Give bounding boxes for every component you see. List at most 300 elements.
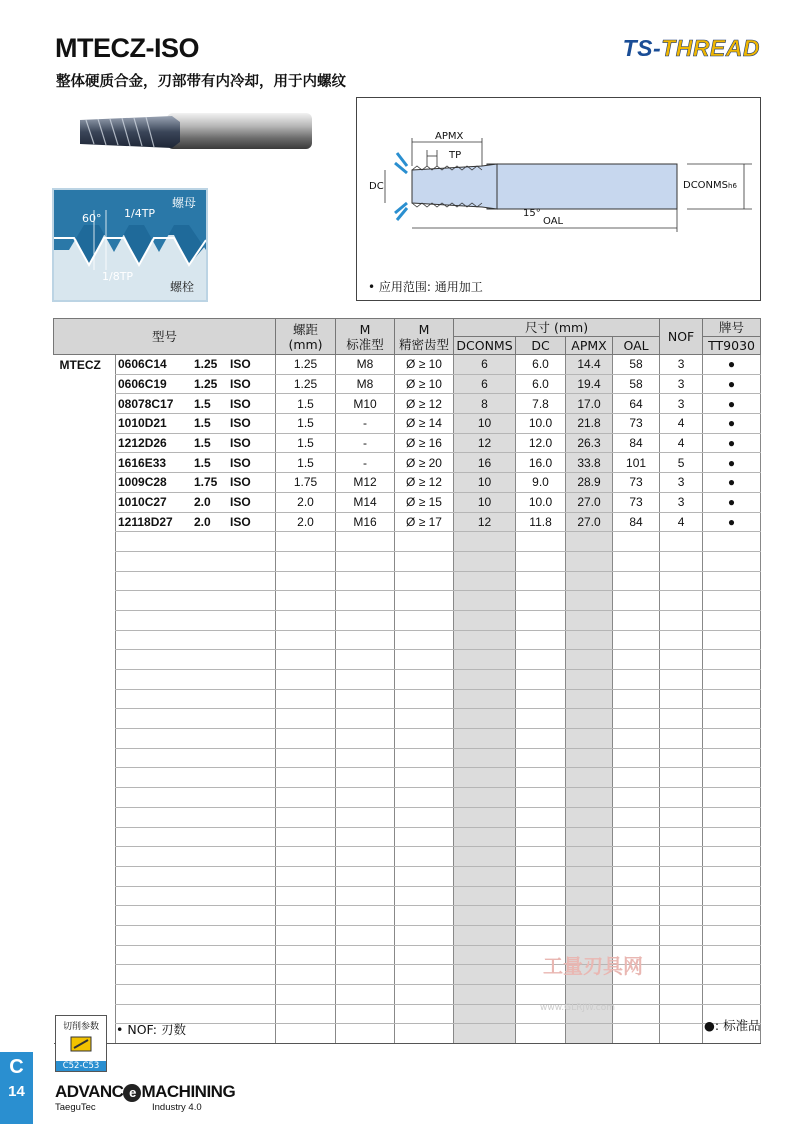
tool-icon: [69, 1035, 93, 1053]
row-model: [116, 492, 276, 512]
cell-apmx: 17.0: [566, 394, 613, 414]
cell-apmx: 14.4: [566, 355, 613, 375]
row-model: [116, 807, 276, 827]
cell-apmx: 28.9: [566, 473, 613, 493]
cell-m-fine: Ø ≥ 12: [395, 473, 454, 493]
cell-dconms: [454, 630, 516, 650]
row-prefix: [54, 847, 116, 867]
cell-dc: [516, 748, 566, 768]
table-row: [54, 453, 761, 473]
cell-apmx: [566, 591, 613, 611]
cell-dc: 9.0: [516, 473, 566, 493]
header-grade-sub: TT9030: [703, 337, 761, 355]
cell-nof: [660, 630, 703, 650]
cell-oal: [613, 729, 660, 749]
cell-pitch: [276, 985, 336, 1005]
cell-dc: [516, 670, 566, 690]
cell-pitch: [276, 768, 336, 788]
cell-pitch: 1.75: [276, 473, 336, 493]
cell-grade: [703, 689, 761, 709]
row-prefix: [54, 689, 116, 709]
section-tab: [0, 1052, 33, 1124]
cell-m-standard: M8: [336, 374, 395, 394]
cell-pitch: [276, 551, 336, 571]
table-row: [54, 906, 761, 926]
row-prefix: [54, 945, 116, 965]
cell-nof: [660, 689, 703, 709]
header-m1: M: [359, 321, 371, 337]
cell-m-fine: [395, 551, 454, 571]
row-prefix: [54, 906, 116, 926]
cell-dc: [516, 532, 566, 552]
cell-apmx: [566, 788, 613, 808]
model-iso: ISO: [230, 495, 251, 510]
cell-dconms: [454, 748, 516, 768]
model-pitch-b: 1.5: [194, 416, 211, 431]
table-row: [54, 650, 761, 670]
row-prefix: [54, 374, 116, 394]
cell-m-fine: Ø ≥ 17: [395, 512, 454, 532]
table-row: [54, 670, 761, 690]
application-note: • 应用范围: 通用加工: [368, 280, 483, 294]
cell-grade: [703, 729, 761, 749]
cell-pitch: [276, 571, 336, 591]
thread-profile-diagram: [52, 188, 208, 302]
table-row: [54, 532, 761, 552]
brand-thread: THREAD: [661, 35, 760, 61]
oal-label: OAL: [543, 216, 564, 227]
cell-pitch: [276, 807, 336, 827]
row-prefix: [54, 866, 116, 886]
cutting-params-link[interactable]: [55, 1015, 107, 1072]
cell-oal: [613, 827, 660, 847]
cell-dconms: [454, 886, 516, 906]
cell-nof: [660, 571, 703, 591]
cell-m-fine: [395, 610, 454, 630]
row-prefix: [54, 650, 116, 670]
row-model: [116, 689, 276, 709]
cell-m-fine: Ø ≥ 10: [395, 355, 454, 375]
cell-m-fine: [395, 965, 454, 985]
row-model: [116, 925, 276, 945]
cell-oal: [613, 886, 660, 906]
cell-dconms: 12: [454, 433, 516, 453]
cell-pitch: [276, 689, 336, 709]
cell-dc: [516, 650, 566, 670]
nut-label: 螺母: [172, 196, 197, 210]
row-prefix: [54, 414, 116, 434]
cell-m-fine: [395, 689, 454, 709]
cell-apmx: 27.0: [566, 512, 613, 532]
cell-pitch: [276, 709, 336, 729]
cell-m-fine: [395, 768, 454, 788]
row-model: [116, 886, 276, 906]
row-model: [116, 866, 276, 886]
cell-dconms: [454, 985, 516, 1005]
cell-m-standard: [336, 906, 395, 926]
cell-dc: 6.0: [516, 374, 566, 394]
cell-apmx: 27.0: [566, 492, 613, 512]
cell-grade: ●: [703, 512, 761, 532]
cell-dc: [516, 866, 566, 886]
cell-oal: [613, 551, 660, 571]
model-pitch-b: 1.75: [194, 475, 218, 490]
cell-apmx: 19.4: [566, 374, 613, 394]
cell-m-standard: -: [336, 433, 395, 453]
cell-nof: 5: [660, 453, 703, 473]
cell-dc: [516, 886, 566, 906]
cell-apmx: [566, 807, 613, 827]
cell-pitch: 1.5: [276, 433, 336, 453]
cell-dconms: [454, 768, 516, 788]
cell-dconms: 6: [454, 374, 516, 394]
cell-apmx: [566, 709, 613, 729]
cell-oal: 84: [613, 433, 660, 453]
header-dimensions: 尺寸 (mm): [454, 319, 660, 337]
cell-oal: [613, 591, 660, 611]
row-prefix: [54, 768, 116, 788]
row-prefix: [54, 985, 116, 1005]
table-body: [54, 355, 761, 1044]
cell-dc: 16.0: [516, 453, 566, 473]
cell-apmx: 26.3: [566, 433, 613, 453]
cell-m-standard: M8: [336, 355, 395, 375]
cell-grade: [703, 630, 761, 650]
cell-apmx: 21.8: [566, 414, 613, 434]
cell-grade: [703, 551, 761, 571]
header-m2: M: [418, 321, 430, 337]
cell-m-standard: [336, 985, 395, 1005]
cell-pitch: 1.5: [276, 453, 336, 473]
row-model: [116, 945, 276, 965]
cell-oal: [613, 1024, 660, 1044]
cell-grade: ●: [703, 492, 761, 512]
cell-dconms: [454, 965, 516, 985]
cell-m-standard: [336, 532, 395, 552]
cell-m-standard: [336, 866, 395, 886]
cell-pitch: [276, 1004, 336, 1024]
model-model: 1009C28: [118, 475, 167, 490]
cell-m-fine: [395, 670, 454, 690]
table-row: [54, 571, 761, 591]
header-m-fine: [395, 319, 454, 355]
cell-m-fine: [395, 788, 454, 808]
cell-grade: ●: [703, 473, 761, 493]
header-oal: OAL: [613, 337, 660, 355]
model-model: 0606C19: [118, 377, 167, 392]
model-pitch-b: 1.5: [194, 436, 211, 451]
cell-m-standard: [336, 650, 395, 670]
row-prefix: [54, 453, 116, 473]
cell-pitch: [276, 532, 336, 552]
table-row: [54, 866, 761, 886]
cell-m-standard: [336, 886, 395, 906]
row-prefix: [54, 571, 116, 591]
cell-nof: [660, 748, 703, 768]
cell-dconms: 10: [454, 473, 516, 493]
cell-dconms: [454, 847, 516, 867]
row-prefix: [54, 591, 116, 611]
cell-pitch: [276, 610, 336, 630]
cell-m-standard: [336, 1004, 395, 1024]
cell-nof: 3: [660, 492, 703, 512]
row-model: [116, 670, 276, 690]
row-model: [116, 748, 276, 768]
row-model: [116, 985, 276, 1005]
cell-m-fine: [395, 985, 454, 1005]
table-row: [54, 748, 761, 768]
cell-pitch: [276, 729, 336, 749]
cell-m-fine: [395, 827, 454, 847]
cell-pitch: 2.0: [276, 512, 336, 532]
table-row: [54, 807, 761, 827]
cell-dconms: 10: [454, 492, 516, 512]
cell-grade: [703, 532, 761, 552]
page-title: MTECZ-ISO: [55, 33, 199, 63]
cell-pitch: [276, 748, 336, 768]
cell-pitch: [276, 591, 336, 611]
cell-m-standard: [336, 788, 395, 808]
row-prefix: [54, 394, 116, 414]
cell-dc: [516, 925, 566, 945]
table-row: [54, 729, 761, 749]
cell-grade: ●: [703, 355, 761, 375]
header-grade: 牌号: [703, 319, 761, 337]
cell-grade: ●: [703, 433, 761, 453]
cell-dconms: [454, 532, 516, 552]
model-model: 1616E33: [118, 455, 167, 470]
row-prefix: [54, 532, 116, 552]
cell-dc: 10.0: [516, 414, 566, 434]
table-row: [54, 689, 761, 709]
model-pitch-b: 1.5: [194, 455, 211, 470]
cell-m-standard: [336, 807, 395, 827]
cell-m-standard: M10: [336, 394, 395, 414]
model-model: 08078C17: [118, 396, 174, 411]
cell-m-fine: [395, 532, 454, 552]
tp-label: TP: [449, 150, 462, 161]
cell-m-fine: [395, 866, 454, 886]
cell-nof: 3: [660, 355, 703, 375]
cell-nof: [660, 985, 703, 1005]
cell-nof: 4: [660, 512, 703, 532]
cell-dconms: [454, 788, 516, 808]
cell-m-standard: [336, 925, 395, 945]
cell-m-fine: [395, 1024, 454, 1044]
table-row: [54, 945, 761, 965]
table-row: [54, 492, 761, 512]
model-iso: ISO: [230, 436, 251, 451]
section-letter: C: [9, 1056, 24, 1078]
cell-m-standard: [336, 551, 395, 571]
tp-top-label: 1/4TP: [124, 207, 156, 220]
row-model: [116, 847, 276, 867]
cell-m-fine: Ø ≥ 20: [395, 453, 454, 473]
cell-dconms: [454, 689, 516, 709]
cell-oal: [613, 866, 660, 886]
cell-oal: 73: [613, 414, 660, 434]
cell-m-standard: -: [336, 414, 395, 434]
cell-m-fine: [395, 925, 454, 945]
cell-m-fine: Ø ≥ 15: [395, 492, 454, 512]
cell-apmx: [566, 1024, 613, 1044]
cell-dc: [516, 847, 566, 867]
cell-m-fine: Ø ≥ 16: [395, 433, 454, 453]
cell-oal: [613, 532, 660, 552]
cell-dc: [516, 689, 566, 709]
model-iso: ISO: [230, 416, 251, 431]
row-model: [116, 827, 276, 847]
cell-apmx: [566, 689, 613, 709]
cell-grade: [703, 650, 761, 670]
header-pitch-unit: (mm): [288, 336, 323, 352]
table-row: [54, 965, 761, 985]
header-model: 型号: [54, 319, 276, 355]
row-prefix: [54, 630, 116, 650]
cell-nof: 3: [660, 394, 703, 414]
row-prefix: [54, 492, 116, 512]
cell-grade: [703, 709, 761, 729]
table-row: [54, 630, 761, 650]
cell-oal: 84: [613, 512, 660, 532]
row-model: [116, 965, 276, 985]
cell-nof: [660, 866, 703, 886]
cell-grade: [703, 788, 761, 808]
row-prefix: MTECZ: [59, 357, 101, 372]
cell-apmx: [566, 866, 613, 886]
header-pitch-text: 螺距: [293, 321, 319, 337]
header-nof: NOF: [660, 319, 703, 355]
cell-m-standard: [336, 689, 395, 709]
cell-m-fine: [395, 945, 454, 965]
row-model: [116, 906, 276, 926]
table-row: [54, 886, 761, 906]
cell-dconms: [454, 729, 516, 749]
cell-dc: [516, 827, 566, 847]
cell-apmx: [566, 827, 613, 847]
industry-label: Industry 4.0: [152, 1102, 202, 1113]
table-row: [54, 768, 761, 788]
cell-oal: [613, 709, 660, 729]
cell-grade: [703, 985, 761, 1005]
cell-dconms: 10: [454, 414, 516, 434]
row-model: [116, 453, 276, 473]
table-row: [54, 433, 761, 453]
cell-m-standard: [336, 571, 395, 591]
cell-grade: [703, 827, 761, 847]
cell-dconms: 16: [454, 453, 516, 473]
tp-bottom-label: 1/8TP: [102, 270, 134, 283]
cell-pitch: [276, 827, 336, 847]
cell-m-standard: [336, 768, 395, 788]
cell-nof: [660, 1004, 703, 1024]
cell-m-fine: [395, 748, 454, 768]
cell-pitch: [276, 650, 336, 670]
table-row: [54, 847, 761, 867]
cell-m-standard: [336, 610, 395, 630]
cell-dc: 6.0: [516, 355, 566, 375]
cell-grade: [703, 670, 761, 690]
cell-nof: [660, 965, 703, 985]
cell-nof: 4: [660, 433, 703, 453]
cell-grade: [703, 571, 761, 591]
cell-dc: [516, 571, 566, 591]
angle-label: 60°: [82, 212, 102, 225]
cell-m-standard: M12: [336, 473, 395, 493]
cell-nof: [660, 532, 703, 552]
row-model: [116, 414, 276, 434]
cell-m-standard: [336, 729, 395, 749]
angle-15-label: 15°: [523, 208, 541, 219]
cell-nof: [660, 886, 703, 906]
model-iso: ISO: [230, 475, 251, 490]
row-prefix: [54, 886, 116, 906]
header-m2-sub: 精密齿型: [399, 336, 450, 352]
row-prefix: [54, 473, 116, 493]
row-model: [116, 551, 276, 571]
cell-pitch: [276, 866, 336, 886]
row-model: [116, 729, 276, 749]
table-row: [54, 709, 761, 729]
table-row: [54, 827, 761, 847]
page-subtitle: 整体硬质合金，刃部带有内冷却，用于内螺纹: [56, 74, 346, 90]
cell-apmx: [566, 768, 613, 788]
cell-pitch: [276, 886, 336, 906]
cell-m-standard: [336, 1024, 395, 1044]
cell-m-standard: [336, 630, 395, 650]
row-prefix: [54, 512, 116, 532]
cell-pitch: [276, 925, 336, 945]
header-dconms: DCONMS: [454, 337, 516, 355]
table-row: [54, 512, 761, 532]
cell-m-fine: Ø ≥ 12: [395, 394, 454, 414]
cell-dc: 10.0: [516, 492, 566, 512]
cell-oal: [613, 925, 660, 945]
cell-dc: [516, 591, 566, 611]
cell-dc: 12.0: [516, 433, 566, 453]
row-prefix: [54, 670, 116, 690]
cut-label: 切削参数: [62, 1022, 99, 1032]
model-iso: ISO: [230, 455, 251, 470]
cell-oal: [613, 650, 660, 670]
cell-oal: 101: [613, 453, 660, 473]
header-pitch: [276, 319, 336, 355]
cell-dconms: [454, 571, 516, 591]
cell-apmx: [566, 571, 613, 591]
adv-left: ADVANC: [55, 1082, 124, 1101]
model-model: 0606C14: [118, 357, 167, 372]
cell-grade: ●: [703, 453, 761, 473]
table-row: [54, 591, 761, 611]
cell-nof: 3: [660, 374, 703, 394]
row-prefix: [54, 729, 116, 749]
cell-dconms: [454, 866, 516, 886]
cell-pitch: [276, 670, 336, 690]
cell-m-fine: [395, 571, 454, 591]
cell-pitch: [276, 630, 336, 650]
row-model: [116, 433, 276, 453]
cell-grade: ●: [703, 374, 761, 394]
cell-apmx: [566, 650, 613, 670]
cell-pitch: 2.0: [276, 492, 336, 512]
adv-right: MACHINING: [141, 1082, 236, 1101]
cell-dconms: 6: [454, 355, 516, 375]
cell-nof: [660, 827, 703, 847]
row-model: [116, 394, 276, 414]
cell-dc: 11.8: [516, 512, 566, 532]
row-prefix: [54, 610, 116, 630]
nof-note: • NOF: 刃数: [116, 1022, 186, 1037]
